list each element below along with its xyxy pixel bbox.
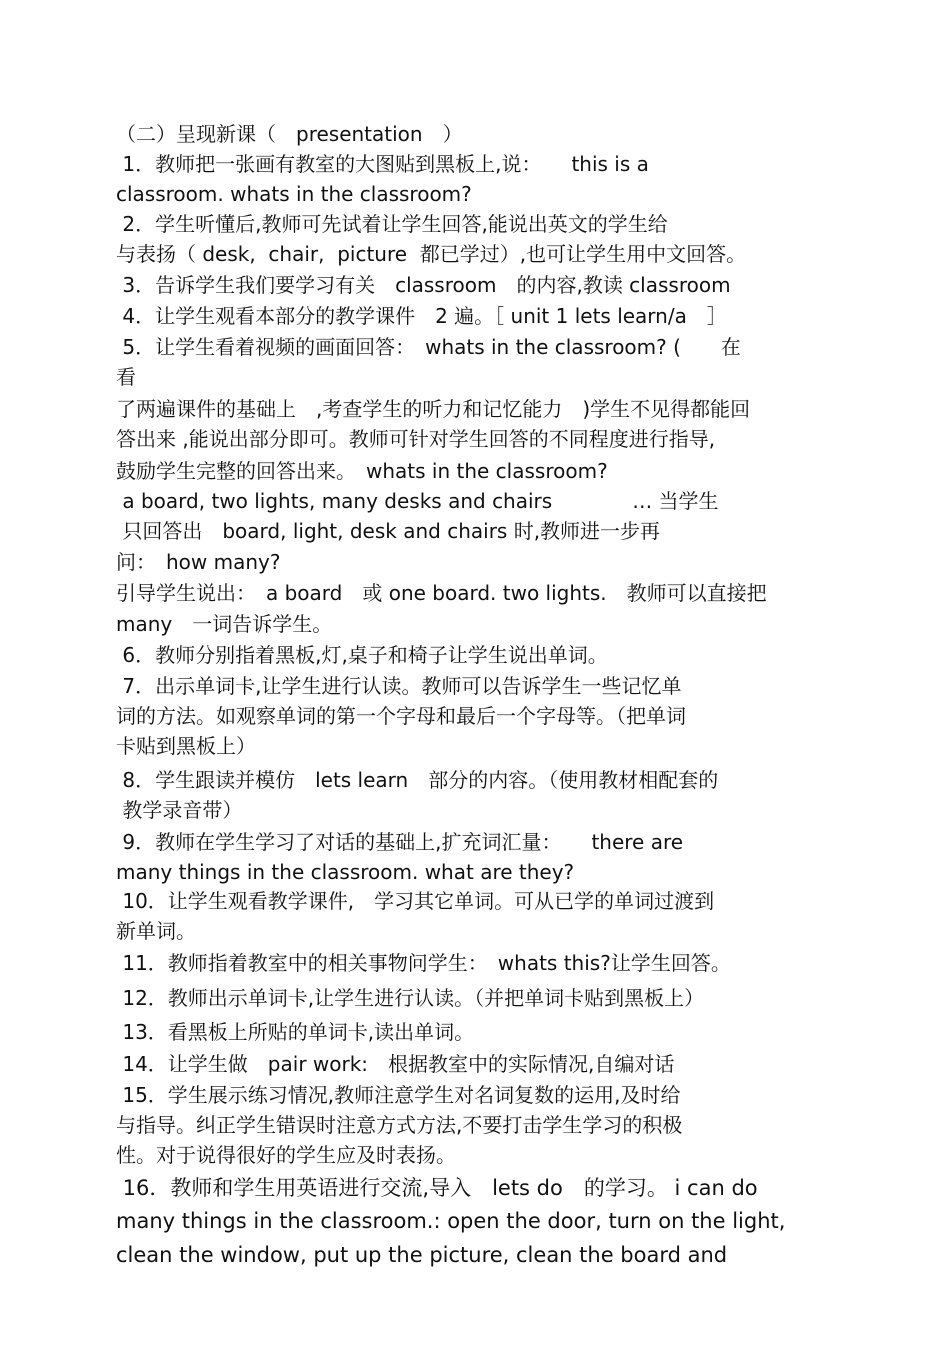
text-line: 词的方法。如观察单词的第一个字母和最后一个字母等。（把单词: [116, 704, 686, 728]
text-line: a board, two lights, many desks and chairs … 当学生: [116, 489, 719, 513]
text-line: 引导学生说出： a board 或 one board. two lights. 教师可以直接把: [116, 581, 767, 605]
text-line: 答出来 ,能说出部分即可。教师可针对学生回答的不同程度进行指导,: [116, 427, 716, 451]
text-line: 教学录音带）: [116, 798, 243, 822]
text-line: 8．学生跟读并模仿 lets learn 部分的内容。（使用教材相配套的: [116, 768, 719, 792]
text-line: 了两遍课件的基础上 ,考查学生的听力和记忆能力 )学生不见得都能回: [116, 397, 751, 421]
text-line: 看: [116, 365, 136, 389]
text-line: classroom. whats in the classroom?: [116, 182, 472, 206]
text-line: 11．教师指着教室中的相关事物问学生： whats this?让学生回答。: [116, 951, 731, 975]
text-line: 卡贴到黑板上）: [116, 734, 256, 758]
text-line: 新单词。: [116, 919, 196, 943]
text-line: clean the window, put up the picture, clean the board and: [116, 1243, 728, 1267]
text-line: 5．让学生看着视频的画面回答： whats in the classroom? ( 在: [116, 335, 741, 359]
text-line: 13．看黑板上所贴的单词卡,读出单词。: [116, 1020, 475, 1044]
text-line: many things in the classroom.: open the door, turn on the light,: [116, 1209, 786, 1233]
text-line: 9．教师在学生学习了对话的基础上,扩充词汇量： there are: [116, 830, 684, 854]
text-line: many 一词告诉学生。: [116, 612, 333, 636]
text-line: 7．出示单词卡,让学生进行认读。教师可以告诉学生一些记忆单: [116, 674, 682, 698]
text-line: 与表扬（ desk, chair, picture 都已学过）,也可让学生用中文回答。: [116, 242, 747, 266]
text-line: 15．学生展示练习情况,教师注意学生对名词复数的运用,及时给: [116, 1083, 681, 1107]
text-line: 3．告诉学生我们要学习有关 classroom 的内容,教读 classroom: [116, 273, 731, 297]
text-line: 2．学生听懂后,教师可先试着让学生回答,能说出英文的学生给: [116, 212, 668, 236]
section-heading: （二）呈现新课（ presentation ）: [116, 122, 463, 146]
text-line: 与指导。纠正学生错误时注意方式方法,不要打击学生学习的积极: [116, 1113, 683, 1137]
text-line: 10．让学生观看教学课件, 学习其它单词。可从已学的单词过渡到: [116, 889, 715, 913]
text-line: 4．让学生观看本部分的教学课件 2 遍。［ unit 1 lets learn/a ］: [116, 304, 727, 328]
text-line: many things in the classroom. what are they?: [116, 860, 575, 884]
text-line: 只回答出 board, light, desk and chairs 时,教师进一步再: [116, 519, 661, 543]
text-line: 16．教师和学生用英语进行交流,导入 lets do 的学习。 i can do: [116, 1176, 758, 1200]
text-line: 12．教师出示单词卡,让学生进行认读。（并把单词卡贴到黑板上）: [116, 986, 705, 1010]
text-line: 6．教师分别指着黑板,灯,桌子和椅子让学生说出单词。: [116, 643, 608, 667]
text-line: 问： how many?: [116, 550, 281, 574]
text-line: 1．教师把一张画有教室的大图贴到黑板上,说： this is a: [116, 152, 649, 176]
text-line: 14．让学生做 pair work: 根据教室中的实际情况,自编对话: [116, 1052, 675, 1076]
text-line: 性。对于说得很好的学生应及时表扬。: [116, 1143, 456, 1167]
text-line: 鼓励学生完整的回答出来。 whats in the classroom?: [116, 459, 608, 483]
